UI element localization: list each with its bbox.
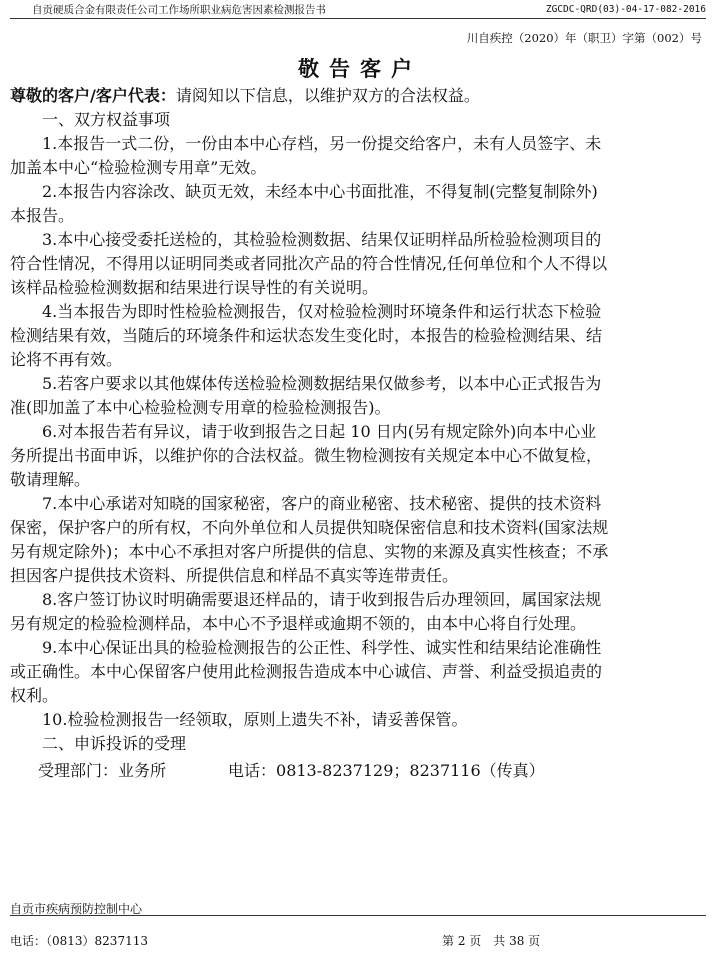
accept-phone: 电话：0813-8237129；8237116（传真） [228,761,545,780]
greeting-text: 请阅知以下信息，以维护双方的合法权益。 [175,86,480,105]
section-heading-rights: 一、双方权益事项 [42,110,171,129]
notice-item-1: 1.本报告一式二份，一份由本中心存档，另一份提交给客户，未有人员签字、未加盖本中心“检验检测专用章”无效。 [10,134,602,177]
notice-item-2: 2.本报告内容涂改、缺页无效，未经本中心书面批准，不得复制(完整复制除外)本报告。 [10,182,598,225]
notice-item-7: 7.本中心承诺对知晓的国家秘密，客户的商业秘密、技术秘密、提供的技术资料保密，保护客户的所有权，不向外单位和人员提供知晓保密信息和技术资料(国家法规另有规定除外)；本中心不承担对客户所提供的信息、实物的来源及真实性核查；不承担因客户提供技术资料、所提供信息和样品不真实等连带责任。 [10,494,609,585]
header-report-name: 自贡硬质合金有限责任公司工作场所职业病危害因素检测报告书 [32,4,326,16]
footer-organization: 自贡市疾病预防控制中心 [10,902,143,916]
notice-item-8: 8.客户签订协议时明确需要退还样品的，请于收到报告后办理领回，属国家法规另有规定的检验检测样品，本中心不予退样或逾期不领的，由本中心将自行处理。 [10,590,602,633]
notice-item-9: 9.本中心保证出具的检验检测报告的公正性、科学性、诚实性和结果结论准确性或正确性。本中心保留客户使用此检测报告造成本中心诚信、声誉、利益受损追责的权利。 [10,638,603,705]
notice-body [10,84,610,783]
notice-item-10: 10.检验检测报告一经领取，原则上遗失不补，请妥善保管。 [42,710,468,729]
section-heading-complaints: 二、申诉投诉的受理 [42,734,187,753]
page-number: 第 2 页 共 38 页 [442,934,541,948]
accept-department: 受理部门：业务所 [38,761,167,780]
complaint-contact-line [10,759,610,783]
header-doc-code: ZGCDC-QRD(03)-04-17-082-2016 [545,4,706,15]
document-number: 川自疾控（2020）年（职卫）字第（002）号 [466,31,702,45]
footer-phone: 电话：（0813）8237113 [10,934,148,948]
page-title: 敬告客户 [298,56,422,81]
notice-item-4: 4.当本报告为即时性检验检测报告，仅对检验检测时环境条件和运行状态下检验检测结果有效，当随后的环境条件和运状态发生变化时，本报告的检验检测结果、结论将不再有效。 [10,302,603,369]
notice-item-6: 6.对本报告若有异议，请于收到报告之日起 10 日内(另有规定除外)向本中心业务所提出书面申诉，以维护你的合法权益。微生物检测按有关规定本中心不做复检，敬请理解。 [10,422,603,489]
greeting-salutation: 尊敬的客户/客户代表： [10,86,176,105]
footer-organization-bar [10,898,706,916]
notice-item-3: 3.本中心接受委托送检的，其检验检测数据、结果仅证明样品所检验检测项目的符合性情况，不得用以证明同类或者同批次产品的符合性情况,任何单位和个人不得以该样品检验检测数据和结果进行误导性的有关说明。 [10,230,608,297]
greeting-line [10,84,610,108]
notice-item-5: 5.若客户要求以其他媒体传送检验检测数据结果仅做参考，以本中心正式报告为准(即加盖了本中心检验检测专用章的检验检测报告)。 [10,374,602,417]
page-header [10,4,706,19]
